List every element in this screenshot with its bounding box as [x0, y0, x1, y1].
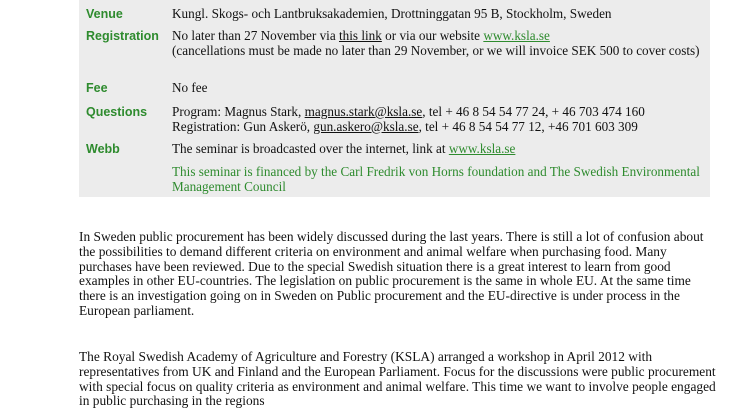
body-paragraph-1: In Sweden public procurement has been widely discussed during the last years. There is still a lot of confusion about the possibilities to demand different criteria on environment and animal welfare when purchasing food. Many purchases have been reviewed. Due to the special Swedish situation there is a great interest to learn from good examples in other EU-countries. The legislation on public procurement is the same in whole EU. At the same time there is an investigation going on in Sweden on Public procurement and the EU-directive is under process in the European parliament. [79, 229, 704, 318]
registration-link[interactable]: this link [339, 28, 382, 43]
broadcast-link[interactable]: www.ksla.se [448, 141, 516, 156]
registration-email-link[interactable]: gun.askero@ksla.se [313, 118, 419, 134]
event-info-box [79, 0, 710, 197]
questions-label: Questions [86, 105, 148, 119]
registration-phone: , tel + 46 8 54 54 77 12, +46 701 603 309 [418, 118, 638, 134]
registration-text-mid: or via our website [381, 28, 484, 43]
program-email-link[interactable]: magnus.stark@ksla.se [304, 104, 423, 119]
cancellation-note: (cancellations must be made no later than 29 November, or we will invoice SEK 500 to cover costs) [172, 42, 700, 58]
fee-value: No fee [172, 80, 208, 95]
venue-label: Venue [86, 7, 123, 21]
webb-value [172, 142, 702, 157]
registration-label: Registration [86, 29, 159, 43]
financing-note: This seminar is financed by the Carl Fredrik von Horns foundation and The Swedish Environmental Management Council [172, 164, 700, 194]
questions-value [172, 105, 702, 134]
body-paragraph-2: The Royal Swedish Academy of Agriculture and Forestry (KSLA) arranged a workshop in April 2012 with representatives from UK and Finland and the European Parliament. Focus for the discussions were public procurement with special focus on quality criteria as environment and animal welfare. This time we want to involve people engaged in public purchasing in the regions [79, 349, 716, 409]
venue-value: Kungl. Skogs- och Lantbruksakademien, Drottninggatan 95 B, Stockholm, Sweden [172, 6, 612, 21]
broadcast-text: The seminar is broadcasted over the internet, link at [172, 141, 449, 156]
registration-contact: Registration: Gun Askerö, [172, 118, 314, 134]
webb-label: Webb [86, 142, 120, 156]
program-phone: , tel + 46 8 54 54 77 24, + 46 703 474 160 [422, 104, 645, 119]
registration-text: No later than 27 November via [172, 28, 339, 43]
website-link[interactable]: www.ksla.se [483, 28, 550, 43]
fee-label: Fee [86, 81, 108, 95]
registration-value [172, 29, 702, 58]
program-contact: Program: Magnus Stark, [172, 104, 305, 119]
